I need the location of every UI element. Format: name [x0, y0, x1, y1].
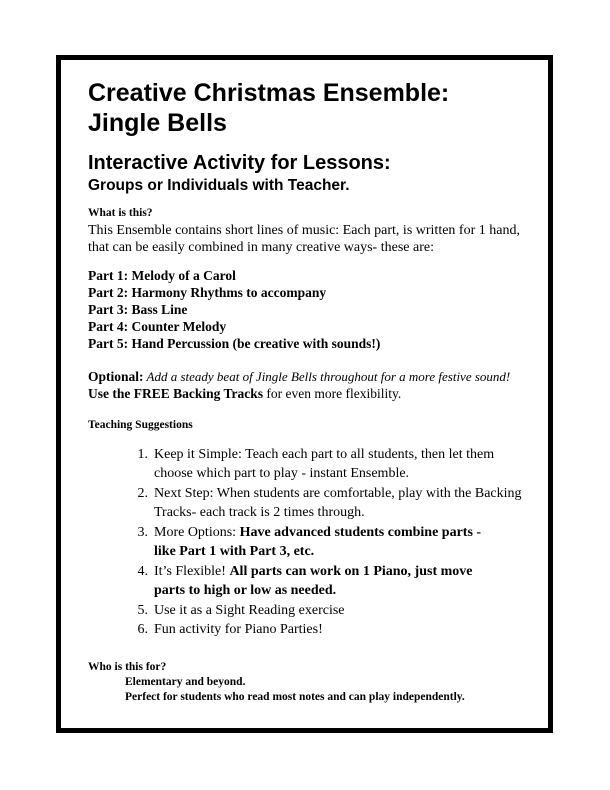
list-text: More Options: Have advanced students combine parts -: [154, 525, 482, 540]
list-number: 4.: [137, 564, 148, 579]
part-2: Part 2: Harmony Rhythms to accompany: [88, 285, 327, 300]
subtitle-2: Groups or Individuals with Teacher.: [88, 177, 350, 194]
subtitle: Interactive Activity for Lessons:: [88, 152, 391, 174]
list-number: 1.: [137, 447, 148, 462]
title-line-2: Jingle Bells: [88, 109, 227, 137]
list-text: Keep it Simple: Teach each part to all students, then let them: [154, 447, 495, 462]
list-item: [132, 445, 532, 485]
list-item: [132, 601, 532, 621]
optional-text: Add a steady beat of Jingle Bells throughout for a more festive sound!: [143, 369, 511, 384]
who-heading: Who is this for?: [88, 661, 167, 673]
list-text: It’s Flexible! All parts can work on 1 Piano, just move: [154, 564, 473, 579]
list-text-cont: Tracks- each track is 2 times through.: [154, 505, 365, 520]
list-text-cont: choose which part to play - instant Ensemble.: [154, 466, 410, 481]
list-number: 6.: [137, 622, 148, 637]
part-3: Part 3: Bass Line: [88, 302, 188, 317]
what-line-1: This Ensemble contains short lines of music: Each part, is written for 1 hand,: [88, 223, 520, 238]
list-item: [132, 620, 532, 640]
list-text-cont: like Part 1 with Part 3, etc.: [154, 544, 315, 559]
what-heading: What is this?: [88, 207, 153, 219]
optional-line: [88, 368, 510, 385]
list-number: 2.: [137, 486, 148, 501]
what-line-2: that can be easily combined in many creative ways- these are:: [88, 240, 434, 255]
list-text: Fun activity for Piano Parties!: [154, 622, 323, 637]
list-item: [132, 562, 532, 602]
part-4: Part 4: Counter Melody: [88, 319, 227, 334]
list-number: 3.: [137, 525, 148, 540]
backing-rest: for even more flexibility.: [263, 386, 402, 401]
list-item: [132, 484, 532, 524]
backing-link[interactable]: Use the FREE Backing Tracks: [88, 386, 264, 401]
part-5-suffix: (be creative with sounds!): [229, 336, 381, 351]
list-number: 5.: [137, 603, 148, 618]
teaching-heading: Teaching Suggestions: [88, 419, 193, 431]
list-text-cont: parts to high or low as needed.: [154, 583, 337, 598]
who-line-1: Elementary and beyond.: [125, 676, 246, 688]
optional-label: Optional:: [88, 369, 144, 384]
part-1: Part 1: Melody of a Carol: [88, 268, 236, 283]
list-text: Next Step: When students are comfortable, play with the Backing: [154, 486, 522, 501]
part-5: [88, 335, 380, 352]
backing-line: [88, 385, 401, 402]
part-5-label: Part 5: Hand Percussion: [88, 336, 230, 351]
title-line-1: Creative Christmas Ensemble:: [88, 79, 450, 107]
list-item: [132, 523, 532, 563]
who-line-2: Perfect for students who read most notes and can play independently.: [125, 691, 465, 703]
list-text: Use it as a Sight Reading exercise: [154, 603, 345, 618]
